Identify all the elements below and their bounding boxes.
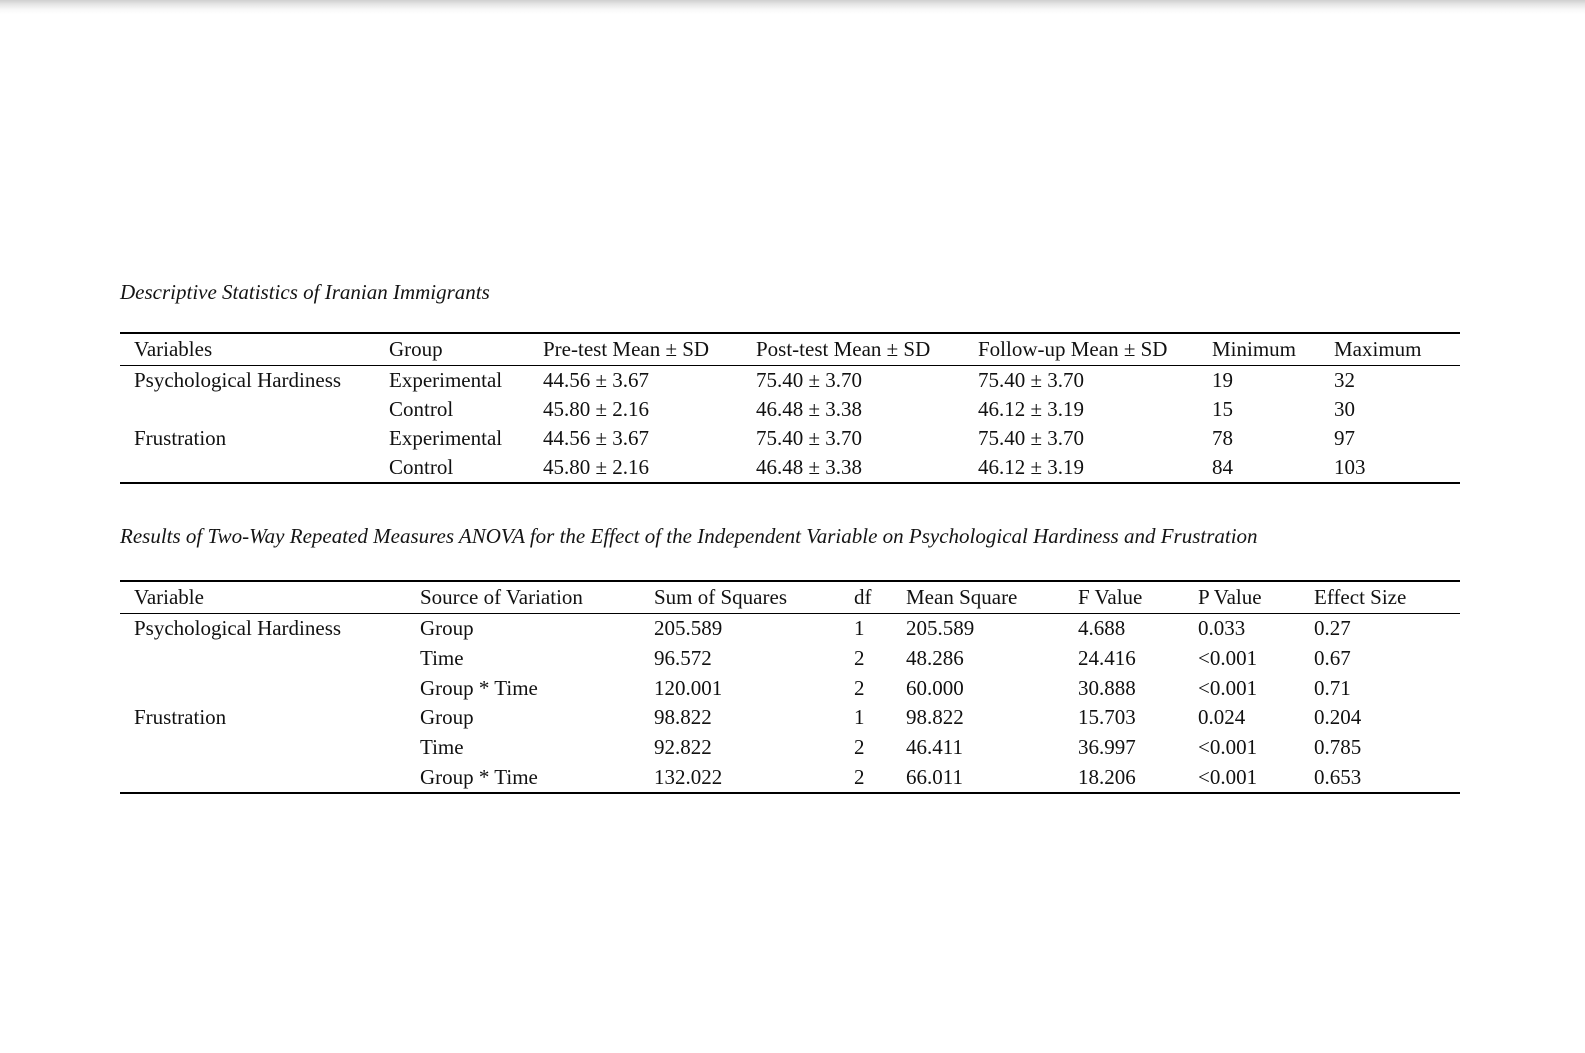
table-cell: 75.40 ± 3.70 bbox=[756, 368, 863, 392]
table-cell: 19 bbox=[1212, 368, 1233, 392]
table-cell: 1 bbox=[854, 705, 865, 730]
table-cell: 66.011 bbox=[906, 764, 963, 789]
table-cell: 4.688 bbox=[1078, 616, 1126, 641]
table-cell: 98.822 bbox=[906, 705, 964, 730]
table1-title: Descriptive Statistics of Iranian Immigrants bbox=[120, 280, 490, 304]
table-cell: Group bbox=[420, 705, 474, 730]
table-cell: 78 bbox=[1212, 426, 1233, 450]
table-cell: 45.80 ± 2.16 bbox=[543, 397, 650, 421]
column-header-variables: Variables bbox=[134, 337, 213, 361]
table-cell: 46.12 ± 3.19 bbox=[978, 397, 1085, 421]
table-cell: Frustration bbox=[134, 705, 227, 730]
table-cell: <0.001 bbox=[1198, 646, 1258, 671]
table-row bbox=[120, 673, 1460, 703]
table-cell: 2 bbox=[854, 646, 865, 671]
column-header-variable: Variable bbox=[134, 585, 204, 609]
table-cell: 15.703 bbox=[1078, 705, 1136, 730]
table-row bbox=[120, 733, 1460, 763]
column-header-p-value: P Value bbox=[1198, 585, 1262, 609]
column-header-posttest: Post-test Mean ± SD bbox=[756, 337, 931, 361]
table-cell: Control bbox=[389, 455, 454, 479]
table-cell: <0.001 bbox=[1198, 764, 1258, 789]
table-cell: 0.653 bbox=[1314, 764, 1362, 789]
table1-body bbox=[120, 366, 1460, 482]
table-row bbox=[120, 703, 1460, 733]
column-header-maximum: Maximum bbox=[1334, 337, 1422, 361]
table-cell: 45.80 ± 2.16 bbox=[543, 455, 650, 479]
table-cell: 48.286 bbox=[906, 646, 964, 671]
column-header-mean-square: Mean Square bbox=[906, 585, 1018, 609]
column-header-sum-of-squares: Sum of Squares bbox=[654, 585, 787, 609]
table2-header-row bbox=[120, 582, 1460, 614]
table-cell: 205.589 bbox=[906, 616, 975, 641]
column-header-minimum: Minimum bbox=[1212, 337, 1297, 361]
table-cell: Control bbox=[389, 397, 454, 421]
table-cell: 60.000 bbox=[906, 675, 964, 700]
table-row bbox=[120, 453, 1460, 482]
table-cell: 44.56 ± 3.67 bbox=[543, 368, 650, 392]
table-cell: Experimental bbox=[389, 426, 503, 450]
table-cell: 75.40 ± 3.70 bbox=[978, 426, 1085, 450]
table2-title: Results of Two-Way Repeated Measures ANOVA for the Effect of the Independent Variable on Psychological Hardiness and Frustration bbox=[120, 524, 1258, 548]
table-cell: Group * Time bbox=[420, 764, 538, 789]
table-cell: 0.024 bbox=[1198, 705, 1246, 730]
table2-body bbox=[120, 614, 1460, 792]
table-cell: 2 bbox=[854, 735, 865, 760]
table-cell: 46.48 ± 3.38 bbox=[756, 455, 863, 479]
table-cell: 32 bbox=[1334, 368, 1355, 392]
column-header-df: df bbox=[854, 585, 872, 609]
table-cell: 46.411 bbox=[906, 735, 963, 760]
table-cell: 15 bbox=[1212, 397, 1233, 421]
table-cell: <0.001 bbox=[1198, 735, 1258, 760]
table-cell: 0.67 bbox=[1314, 646, 1351, 671]
table-cell: Experimental bbox=[389, 368, 503, 392]
table-cell: 84 bbox=[1212, 455, 1233, 479]
column-header-effect-size: Effect Size bbox=[1314, 585, 1407, 609]
table-cell: 30 bbox=[1334, 397, 1355, 421]
column-header-followup: Follow-up Mean ± SD bbox=[978, 337, 1168, 361]
table-cell: Group bbox=[420, 616, 474, 641]
anova-results-table bbox=[120, 580, 1460, 794]
table-cell: 0.27 bbox=[1314, 616, 1351, 641]
table-cell: 30.888 bbox=[1078, 675, 1136, 700]
table-row bbox=[120, 366, 1460, 395]
table-cell: 24.416 bbox=[1078, 646, 1136, 671]
column-header-pretest: Pre-test Mean ± SD bbox=[543, 337, 710, 361]
table-row bbox=[120, 424, 1460, 453]
table-cell: 46.48 ± 3.38 bbox=[756, 397, 863, 421]
table-cell: 0.71 bbox=[1314, 675, 1351, 700]
table-cell: Group * Time bbox=[420, 675, 538, 700]
table-cell: Frustration bbox=[134, 426, 227, 450]
table-cell: 2 bbox=[854, 764, 865, 789]
table-cell: 18.206 bbox=[1078, 764, 1136, 789]
table-cell: 44.56 ± 3.67 bbox=[543, 426, 650, 450]
table-cell: 0.033 bbox=[1198, 616, 1246, 641]
column-header-f-value: F Value bbox=[1078, 585, 1143, 609]
table-cell: 98.822 bbox=[654, 705, 712, 730]
table-cell: <0.001 bbox=[1198, 675, 1258, 700]
table-cell: 0.204 bbox=[1314, 705, 1362, 730]
table-row bbox=[120, 395, 1460, 424]
table-cell: Psychological Hardiness bbox=[134, 616, 342, 641]
table1-header bbox=[120, 334, 1460, 366]
column-header-group: Group bbox=[389, 337, 443, 361]
table2-header bbox=[120, 582, 1460, 614]
table-cell: 46.12 ± 3.19 bbox=[978, 455, 1085, 479]
table-cell: 132.022 bbox=[654, 764, 723, 789]
table-cell: 120.001 bbox=[654, 675, 723, 700]
table-cell: Time bbox=[420, 735, 464, 760]
table-cell: 96.572 bbox=[654, 646, 712, 671]
table-row bbox=[120, 762, 1460, 792]
table-cell: 75.40 ± 3.70 bbox=[756, 426, 863, 450]
descriptive-statistics-table bbox=[120, 332, 1460, 484]
table-cell: 205.589 bbox=[654, 616, 723, 641]
table-cell: 2 bbox=[854, 675, 865, 700]
table-cell: 1 bbox=[854, 616, 865, 641]
table-cell: 97 bbox=[1334, 426, 1355, 450]
table-cell: 36.997 bbox=[1078, 735, 1136, 760]
table-cell: Time bbox=[420, 646, 464, 671]
column-header-source-of-variation: Source of Variation bbox=[420, 585, 583, 609]
table1-header-row bbox=[120, 334, 1460, 366]
table-cell: 75.40 ± 3.70 bbox=[978, 368, 1085, 392]
page-top-shadow bbox=[0, 0, 1585, 14]
table-cell: 92.822 bbox=[654, 735, 712, 760]
table-cell: Psychological Hardiness bbox=[134, 368, 342, 392]
table-cell: 0.785 bbox=[1314, 735, 1362, 760]
table-cell: 103 bbox=[1334, 455, 1366, 479]
table-row bbox=[120, 644, 1460, 674]
table-row bbox=[120, 614, 1460, 644]
